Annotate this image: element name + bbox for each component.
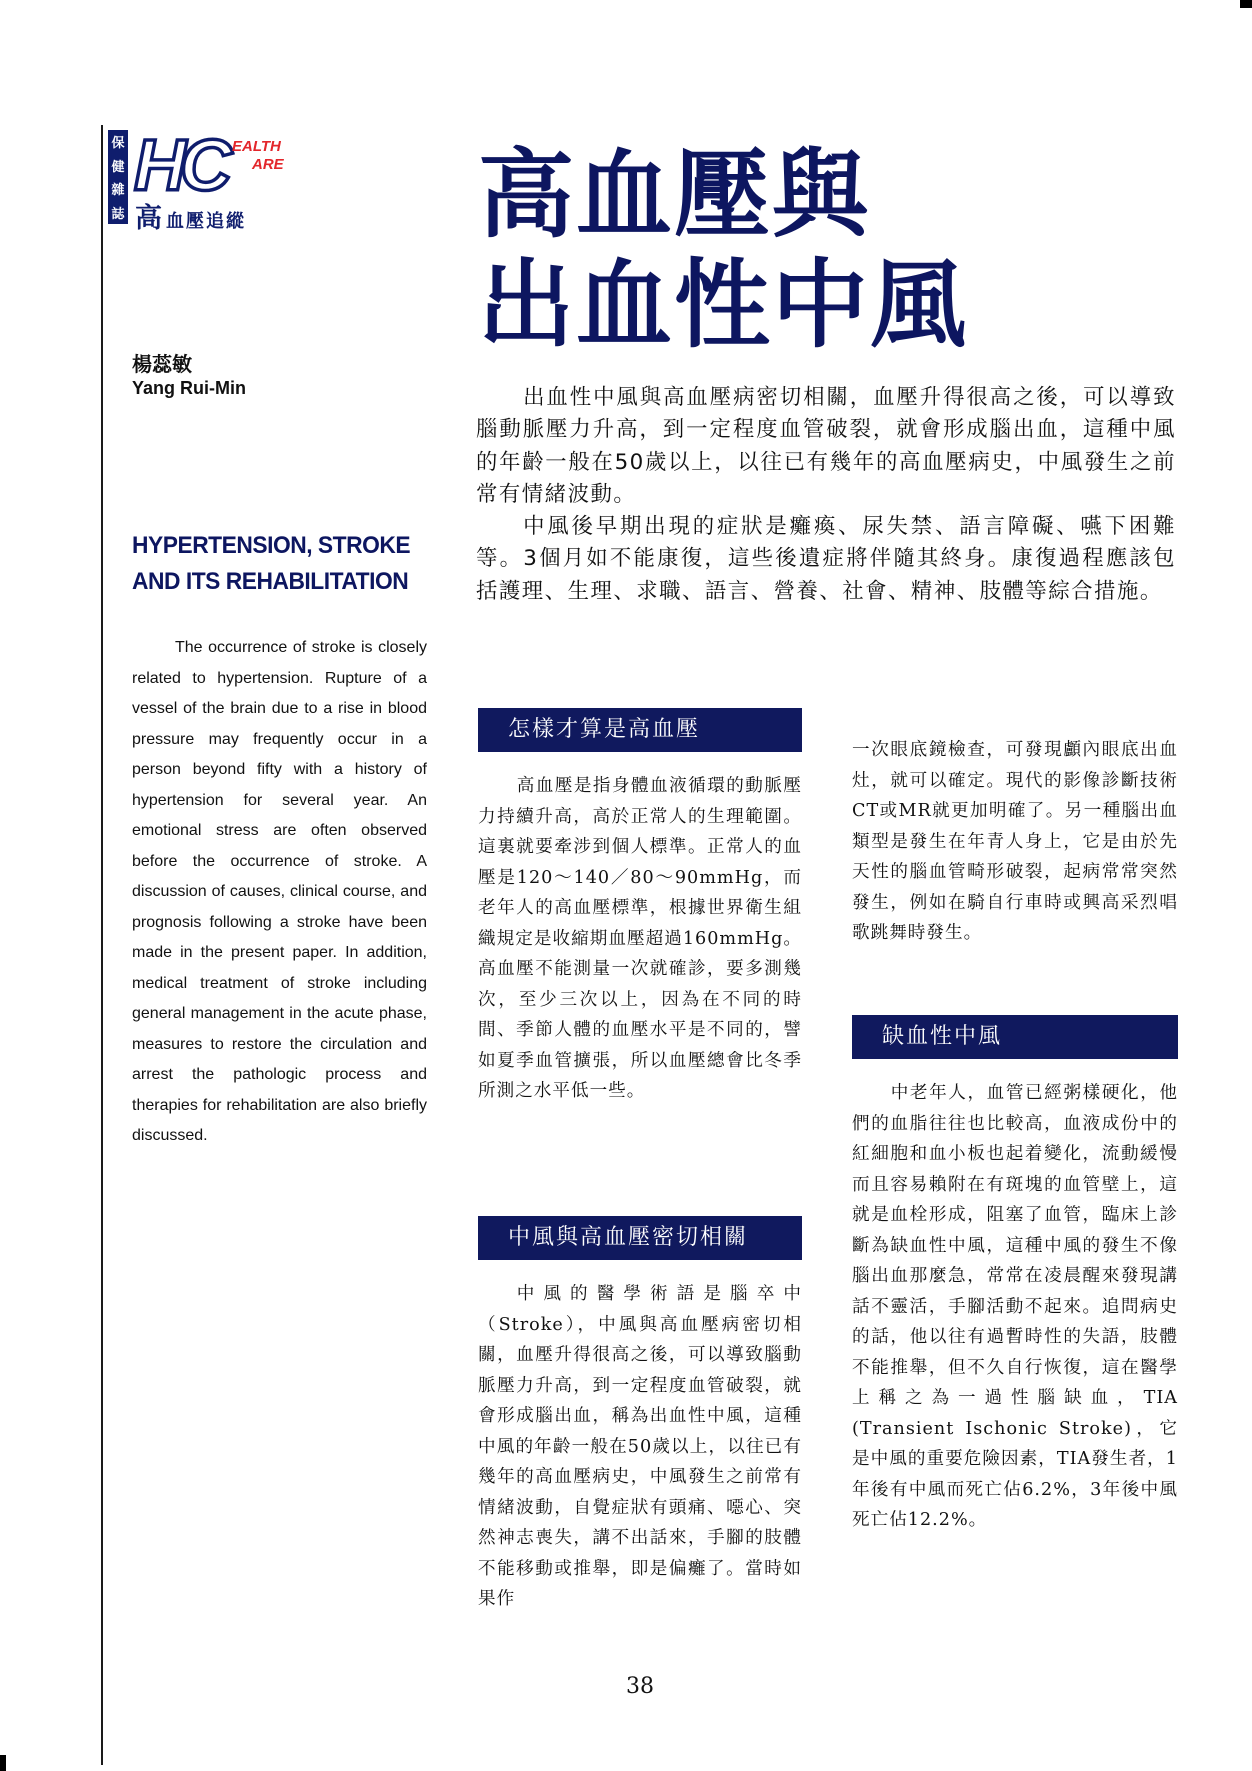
logo-wordmark-bottom: ARE (252, 156, 284, 173)
section-body: 中老年人，血管已經粥樣硬化，他們的血脂往往也比較高，血液成份中的紅細胞和血小板也起着變化，流動緩慢而且容易賴附在有斑塊的血管壁上，這就是血栓形成，阻塞了血管，臨床上診斷為缺血性中風，這種中風的發生不像腦出血那麼急，常常在凌晨醒來發現講話不靈活，手腳活動不起來。追問病史的話，他以往有過暫時性的失語，肢體不能推舉，但不久自行恢復，這在醫學上稱之為一過性腦缺血，TIA (Transient Ischonic Stroke)，它是中風的重要危險因素，TIA發生者，1年後有中風而死亡佔6.2%，3年後中風死亡佔12.2%。 (852, 1083, 1178, 1530)
magazine-logo (108, 128, 308, 234)
article-title (478, 140, 1078, 360)
section-body: 中風的醫學術語是腦卒中（Stroke），中風與高血壓病密切相關，血壓升得很高之後，可以導致腦動脈壓力升高，到一定程度血管破裂，就會形成腦出血，稱為出血性中風，這種中風的年齡一般在50歲以上，以往已有幾年的高血壓病史，中風發生之前常有情緒波動，自覺症狀有頭痛、噁心、突然神志喪失，講不出話來，手腳的肢體不能移動或推舉，即是偏癱了。當時如果作 (478, 1284, 802, 1609)
section-heading: 缺血性中風 (852, 1015, 1178, 1059)
logo-section-big: 高 (135, 203, 162, 234)
lead-paragraph: 出血性中風與高血壓病密切相關，血壓升得很高之後，可以導致腦動脈壓力升高，到一定程度血管破裂，就會形成腦出血，這種中風的年齡一般在50歲以上，以往已有幾年的高血壓病史，中風發生之前常有情緒波動。 (476, 385, 1176, 507)
logo-hc-letters: HC (134, 128, 226, 198)
section-heading: 中風與高血壓密切相關 (478, 1216, 802, 1260)
section-heading: 怎樣才算是高血壓 (478, 708, 802, 752)
logo-side-char: 雜 (111, 183, 125, 199)
english-title (132, 528, 417, 600)
logo-side-char: 健 (111, 159, 125, 175)
author-name-chinese: 楊蕊敏 (132, 352, 192, 376)
lead-paragraph: 中風後早期出現的症狀是癱瘓、尿失禁、語言障礙、嚥下困難等。3個月如不能康復，這些後遺症將伴隨其終身。康復過程應該包括護理、生理、求職、語言、營養、社會、精神、肢體等綜合措施。 (476, 514, 1176, 604)
english-title-line: HYPERTENSION, STROKE (132, 532, 411, 559)
logo-side-char: 保 (111, 136, 125, 152)
author-name-english: Yang Rui-Min (132, 378, 246, 398)
logo-side-strip (108, 130, 128, 224)
lead-text (476, 382, 1176, 608)
logo-section-name (135, 196, 246, 235)
article-title-line: 高血壓與 (478, 138, 870, 251)
crop-mark (0, 1755, 6, 1771)
section-body-continued: 一次眼底鏡檢查，可發現顱內眼底出血灶，就可以確定。現代的影像診斷技術CT或MR就更加明確了。另一種腦出血類型是發生在年青人身上，它是由於先天性的腦血管畸形破裂，起病常常突然發生，例如在騎自行車時或興高采烈唱歌跳舞時發生。 (852, 740, 1178, 943)
section-body: 高血壓是指身體血液循環的動脈壓力持續升高，高於正常人的生理範圍。這裏就要牽涉到個人標準。正常人的血壓是120～140／80～90mmHg，而老年人的高血壓標準，根據世界衛生組織規定是收縮期血壓超過160mmHg。高血壓不能測量一次就確診，要多測幾次，至少三次以上，因為在不同的時間、季節人體的血壓水平是不同的，譬如夏季血管擴張，所以血壓總會比冬季所測之水平低一些。 (478, 776, 802, 1101)
english-title-line: AND ITS REHABILITATION (132, 568, 409, 595)
left-vertical-rule (101, 125, 103, 1765)
page-number: 38 (626, 1674, 654, 1699)
article-title-line: 出血性中風 (478, 248, 968, 361)
logo-side-char: 誌 (111, 206, 125, 222)
logo-section-rest: 血壓追縱 (166, 211, 246, 232)
crop-mark (1240, 0, 1252, 8)
english-abstract: The occurrence of stroke is closely related to hypertension. Rupture of a vessel of the brain due to a rise in blood pressure may frequently occur in a person beyond fifty with a history of hypertension for several year. An emotional stress are often observed before the occurrence of stroke. A discussion of causes, clinical course, and prognosis following a stroke have been made in the present paper. In addition, medical treatment of stroke including general management in the acute phase, measures to restore the circulation and arrest the pathologic process and therapies for rehabilitation are also briefly discussed. (132, 639, 427, 1144)
logo-wordmark-top: EALTH (232, 138, 281, 155)
healthcare-logo-mark (132, 128, 302, 198)
